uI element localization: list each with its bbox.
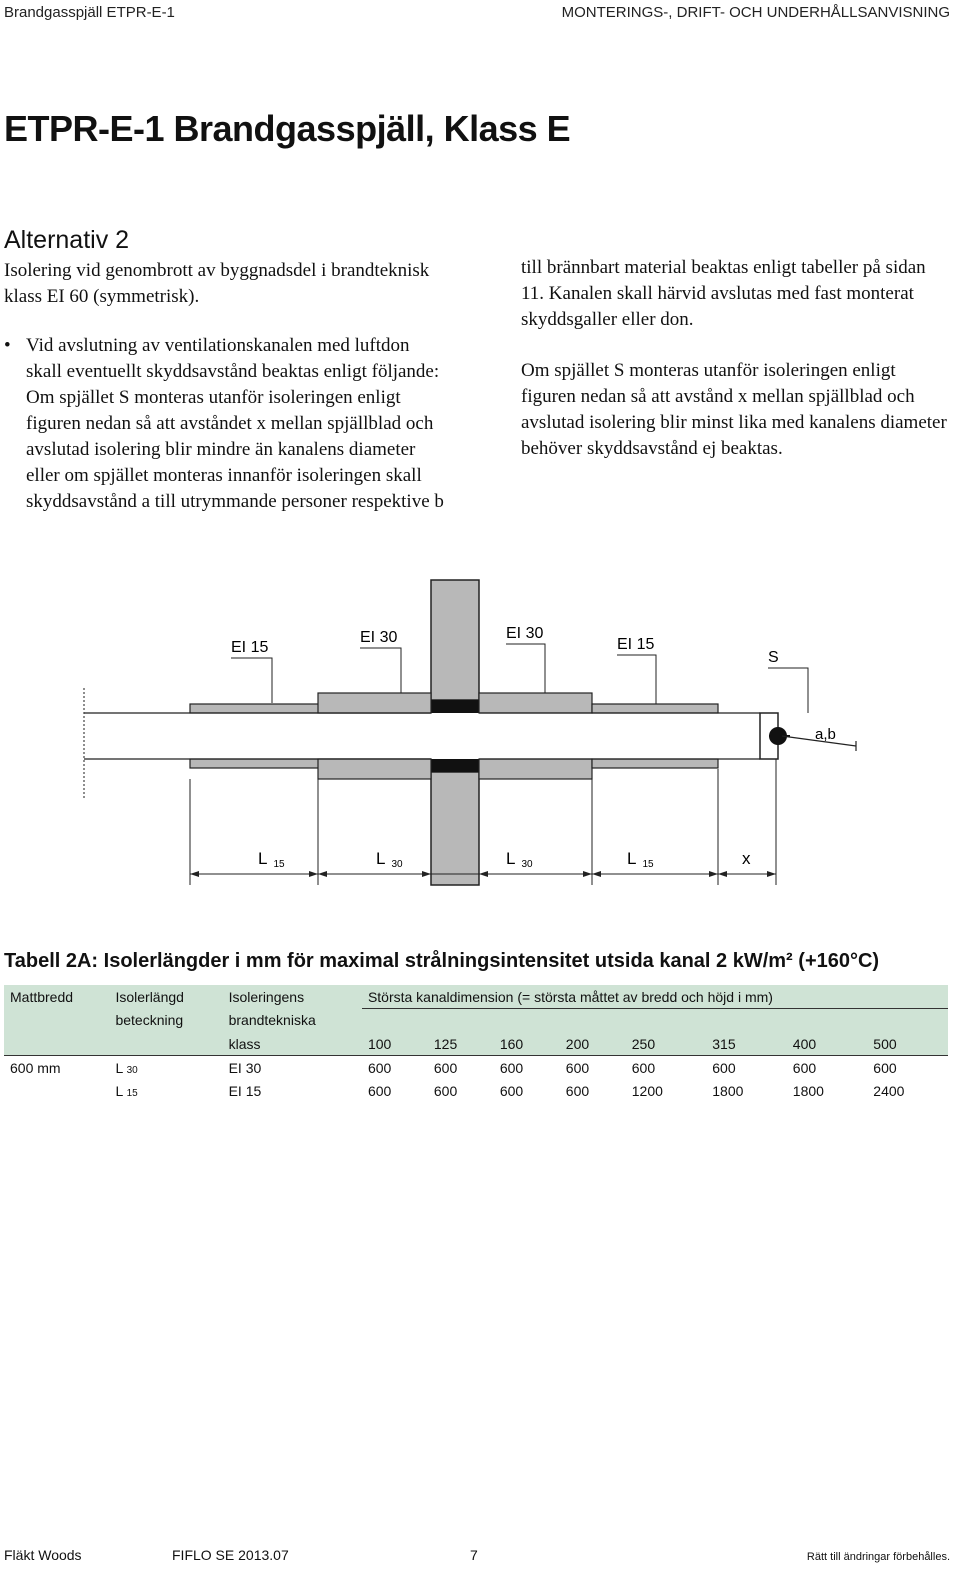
distance-paragraph: Om spjället S monteras utanför isoleringen enligt figuren nedan så att avstånd x mellan spjällblad och avslutad isolering blir minst lika med kanalens diameter behöver skyddsavstånd ej beaktas. (521, 360, 947, 459)
insulation-upper-right-ei30 (479, 693, 592, 713)
dim-cell: 250 (626, 1032, 707, 1056)
value-cell: 600 (712, 1059, 736, 1076)
insulation-lower-right-ei30 (479, 759, 592, 779)
label-ab: a,b (815, 726, 836, 743)
page-number: 7 (470, 1547, 478, 1563)
row-width: 600 mm (10, 1059, 61, 1076)
value-cell: 600 (565, 1059, 590, 1076)
section-heading: Alternativ 2 (4, 226, 130, 254)
fire-seal-upper (431, 700, 479, 713)
header-length: Isolerlängd (109, 985, 222, 1009)
footer-note: Rätt till ändringar förbehålles. (806, 1551, 950, 1563)
header-class-2: brandtekniska (223, 1009, 362, 1033)
insulation-upper-right-ei15 (592, 704, 718, 713)
value-cell: 600 (367, 1082, 392, 1099)
value-cell: 1200 (631, 1082, 663, 1099)
label-l30-left: L 30 (376, 849, 403, 870)
header-doc-name: Brandgasspjäll ETPR-E-1 (4, 4, 175, 21)
dim-cell: 100 (362, 1032, 428, 1056)
intro-paragraph: Isolering vid genombrott av byggnadsdel i brandteknisk klass EI 60 (symmetrisk). (4, 260, 430, 307)
page-title: ETPR-E-1 Brandgasspjäll, Klass E (4, 108, 571, 149)
label-ei15-right: EI 15 (617, 636, 655, 653)
label-ei15-left: EI 15 (231, 639, 269, 656)
row-class: EI 30 (228, 1059, 262, 1076)
table-header-row (4, 1032, 948, 1056)
value-cell: 600 (499, 1059, 524, 1076)
dim-cell: 400 (787, 1032, 868, 1056)
header-doc-type: MONTERINGS-, DRIFT- OCH UNDERHÅLLSANVISNING (561, 4, 950, 21)
fire-seal-lower (431, 759, 479, 772)
dim-cell: 200 (560, 1032, 626, 1056)
value-cell: 1800 (792, 1082, 824, 1099)
row-width (4, 1079, 109, 1102)
label-x: x (742, 849, 751, 868)
label-ei30-right: EI 30 (506, 625, 544, 642)
footer-doc-code: FIFLO SE 2013.07 (172, 1547, 289, 1563)
value-cell: 2400 (873, 1082, 905, 1099)
label-s: S (768, 649, 779, 666)
row-length: L 15 (115, 1082, 138, 1099)
footer-company: Fläkt Woods (4, 1547, 82, 1563)
wall-lower (431, 772, 479, 885)
continuation-paragraph: till brännbart material beaktas enligt tabeller på sidan 11. Kanalen skall härvid avslutas med fast monterat skyddsgaller eller don. (521, 257, 926, 330)
table-title: Tabell 2A: Isolerlängder i mm för maximal strålningsintensitet utsida kanal 2 kW/m² (+160°C) (4, 950, 880, 972)
dim-cell: 500 (867, 1032, 948, 1056)
bullet-item (4, 333, 444, 515)
header-length-2: beteckning (109, 1009, 222, 1033)
value-cell: 600 (499, 1082, 524, 1099)
label-l15-left: L 15 (258, 849, 285, 870)
dim-cell: 315 (706, 1032, 787, 1056)
label-ei30-left: EI 30 (360, 629, 398, 646)
table-header-row (4, 1009, 948, 1033)
bullet-text: Vid avslutning av ventilationskanalen med luftdon skall eventuellt skyddsavstånd beaktas enligt följande: Om spjället S monteras utanför isoleringen enligt figuren nedan så att avståndet x mellan spjällblad och avslutad isolering blir mindre än kanalens diameter eller om spjället monteras innanför isoleringen skall skyddsavstånd a till utrymmande personer respektive b (26, 335, 444, 512)
row-length: L 30 (115, 1059, 138, 1076)
header-class-3: klass (223, 1032, 362, 1056)
value-cell: 600 (873, 1059, 897, 1076)
insulation-upper-left-ei30 (318, 693, 431, 713)
value-cell: 600 (565, 1082, 590, 1099)
header-width: Mattbredd (4, 985, 109, 1009)
label-l15-right: L 15 (627, 849, 654, 870)
value-cell: 1800 (712, 1082, 744, 1099)
value-cell: 600 (433, 1059, 458, 1076)
dim-cell: 160 (494, 1032, 560, 1056)
label-l30-right: L 30 (506, 849, 533, 870)
value-cell: 600 (631, 1059, 656, 1076)
table-header-row (4, 985, 948, 1009)
dim-cell: 125 (428, 1032, 494, 1056)
wall-upper (431, 580, 479, 700)
insulation-lower-left-ei30 (318, 759, 431, 779)
value-cell: 600 (367, 1059, 392, 1076)
header-class: Isoleringens (223, 985, 362, 1009)
header-dimension: Största kanaldimension (= största måttet av bredd och höjd i mm) (362, 985, 948, 1009)
installation-diagram (0, 575, 960, 895)
row-class: EI 15 (228, 1082, 262, 1099)
insulation-table (4, 985, 948, 1102)
value-cell: 600 (433, 1082, 458, 1099)
table-row (4, 1079, 948, 1102)
bullet-icon: • (4, 335, 11, 356)
value-cell: 600 (792, 1059, 817, 1076)
insulation-lower-right-ei15 (592, 759, 718, 768)
table-row (4, 1056, 948, 1080)
